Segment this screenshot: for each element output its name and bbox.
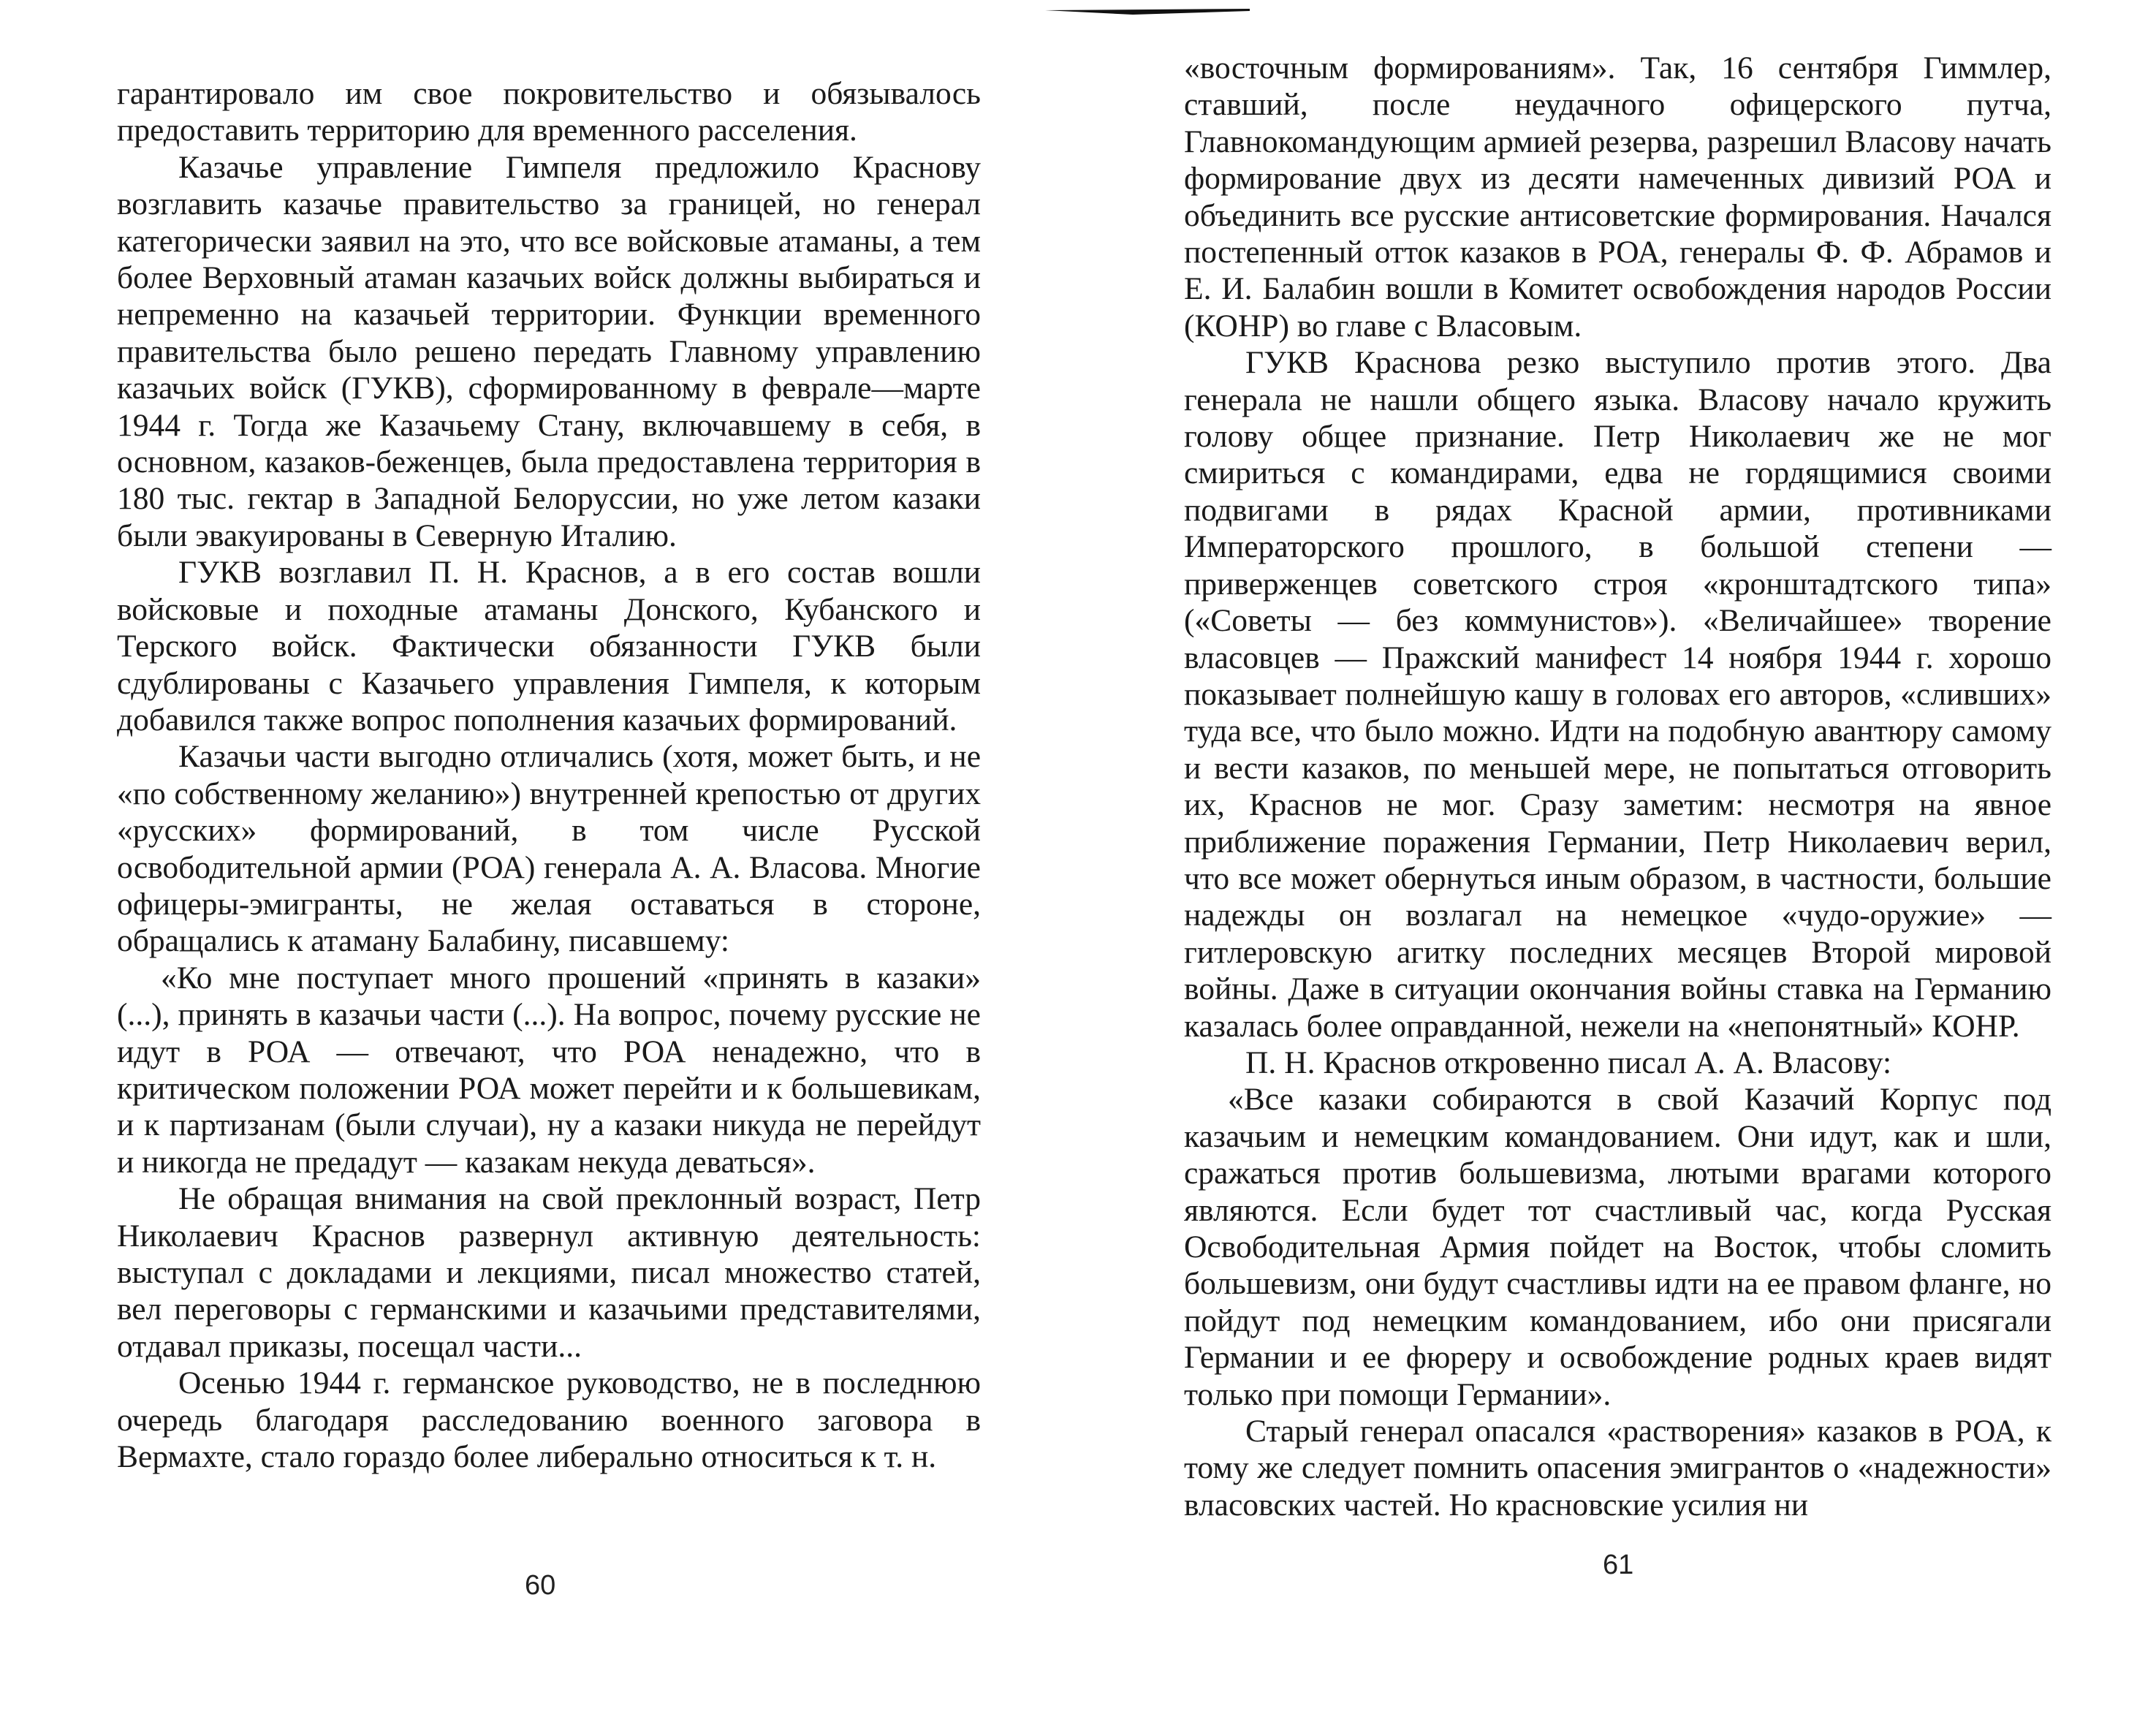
quotation: «Все казаки собираются в свой Казачий Корпус под казачьим и немецким командованием. Они идут, как и шли, сражаться против большевизма, лютыми врагами которого являются. Если будет тот счастливый час, когда Русская Освободительная Армия пойдет на Восток, чтобы сломить большевизм, они будут счастливы идти на ее правом фланге, но пойдут под немецким командованием, ибо они присягали Германии и ее фюреру и освобождение родных краев видят только при помощи Германии». [1184,1082,2051,1412]
paragraph: ГУКВ Краснова резко выступило против этого. Два генерала не нашли общего языка. Власову начало кружить голову общее признание. Петр Николаевич же не мог смириться с командирами, едва не гордящимися своими подвигами в рядах Красной армии, противниками Императорского прошлого, в большой степени — приверженцев советского строя «кронштадтского типа» («Советы — без коммунистов»). «Величайшее» творение власовцев — Пражский манифест 14 ноября 1944 г. хорошо показывает полнейшую кашу в головах его авторов, «сливших» туда все, что было можно. Идти на подобную авантюру самому и вести казаков, по меньшей мере, не попытаться отговорить их, Краснов не мог. Сразу заметим: несмотря на явное приближение поражения Германии, Петр Николаевич верил, что все может обернуться иным образом, в частности, большие надежды он возлагал на немецкое «чудо-оружие» — гитлеровскую агитку последних месяцев Второй мировой войны. Даже в ситуации окончания войны ставка на Германию казалась более оправданной, нежели на «непонятный» КОНР. [1184,345,2051,1044]
left-page-text [117,75,981,1475]
paragraph: ГУКВ возглавил П. Н. Краснов, а в его состав вошли войсковые и походные атаманы Донского, Кубанского и Терского войск. Фактически обязанности ГУКВ были сдублированы с Казачьего управления Гимпеля, к которым добавился также вопрос пополнения казачьих формирований. [117,555,981,738]
paragraph: П. Н. Краснов откровенно писал А. А. Власову: [1245,1045,1892,1080]
paragraph: Казачье управление Гимпеля предложило Краснову возглавить казачье правительство за границей, но генерал категорически заявил на это, что все войсковые атаманы, а тем более Верховный атаман казачьих войск должны выбираться и непременно на казачьей территории. Функции временного правительства было решено передать Главному управлению казачьих войск (ГУКВ), сформированному в феврале—марте 1944 г. Тогда же Казачьему Стану, включавшему в себя, в основном, казаков-беженцев, была предоставлена территория в 180 тыс. гектар в Западной Белоруссии, но уже летом казаки были эвакуированы в Северную Италию. [117,149,981,553]
right-page-text [1184,50,2051,1523]
paragraph: Не обращая внимания на свой преклонный возраст, Петр Николаевич Краснов развернул активную деятельность: выступал с докладами и лекциями, писал множество статей, вел переговоры с германскими и казачьими представителями, отдавал приказы, посещал части... [117,1181,981,1364]
paragraph: Старый генерал опасался «растворения» казаков в РОА, к тому же следует помнить опасения эмигрантов о «надежности» власовских частей. Но красновские усилия ни [1184,1414,2051,1523]
page-number: 60 [525,1570,556,1601]
page-number: 61 [1603,1550,1634,1580]
paragraph: Казачьи части выгодно отличались (хотя, может быть, и не «по собственному желанию») внутренней крепостью от других «русских» формирований, в том числе Русской освободительной армии (РОА) генерала А. А. Власова. Многие офицеры-эмигранты, не желая оставаться в стороне, обращались к атаману Балабину, писавшему: [117,739,981,959]
paragraph: гарантировало им свое покровительство и обязывалось предоставить территорию для временного расселения. [117,76,981,148]
quotation: «Ко мне поступает много прошений «принять в казаки» (...), принять в казачьи части (...). На вопрос, почему русские не идут в РОА — отвечают, что РОА ненадежно, что в критическом положении РОА может перейти и к большевикам, и к партизанам (были случаи), ну а казаки никуда не перейдут и никогда не предадут — казакам некуда деваться». [117,960,981,1180]
right-page [1078,0,2156,1725]
paragraph: «восточным формированиям». Так, 16 сентября Гиммлер, ставший, после неудачного офицерского путча, Главнокомандующим армией резерва, разрешил Власову начать формирование двух из десяти намеченных дивизий РОА и объединить все русские антисоветские формирования. Начался постепенный отток казаков в РОА, генералы Ф. Ф. Абрамов и Е. И. Балабин вошли в Комитет освобождения народов России (КОНР) во главе с Власовым. [1184,50,2051,344]
paragraph: Осенью 1944 г. германское руководство, не в последнюю очередь благодаря расследованию военного заговора в Вермахте, стало гораздо более либерально относиться к т. н. [117,1365,981,1475]
